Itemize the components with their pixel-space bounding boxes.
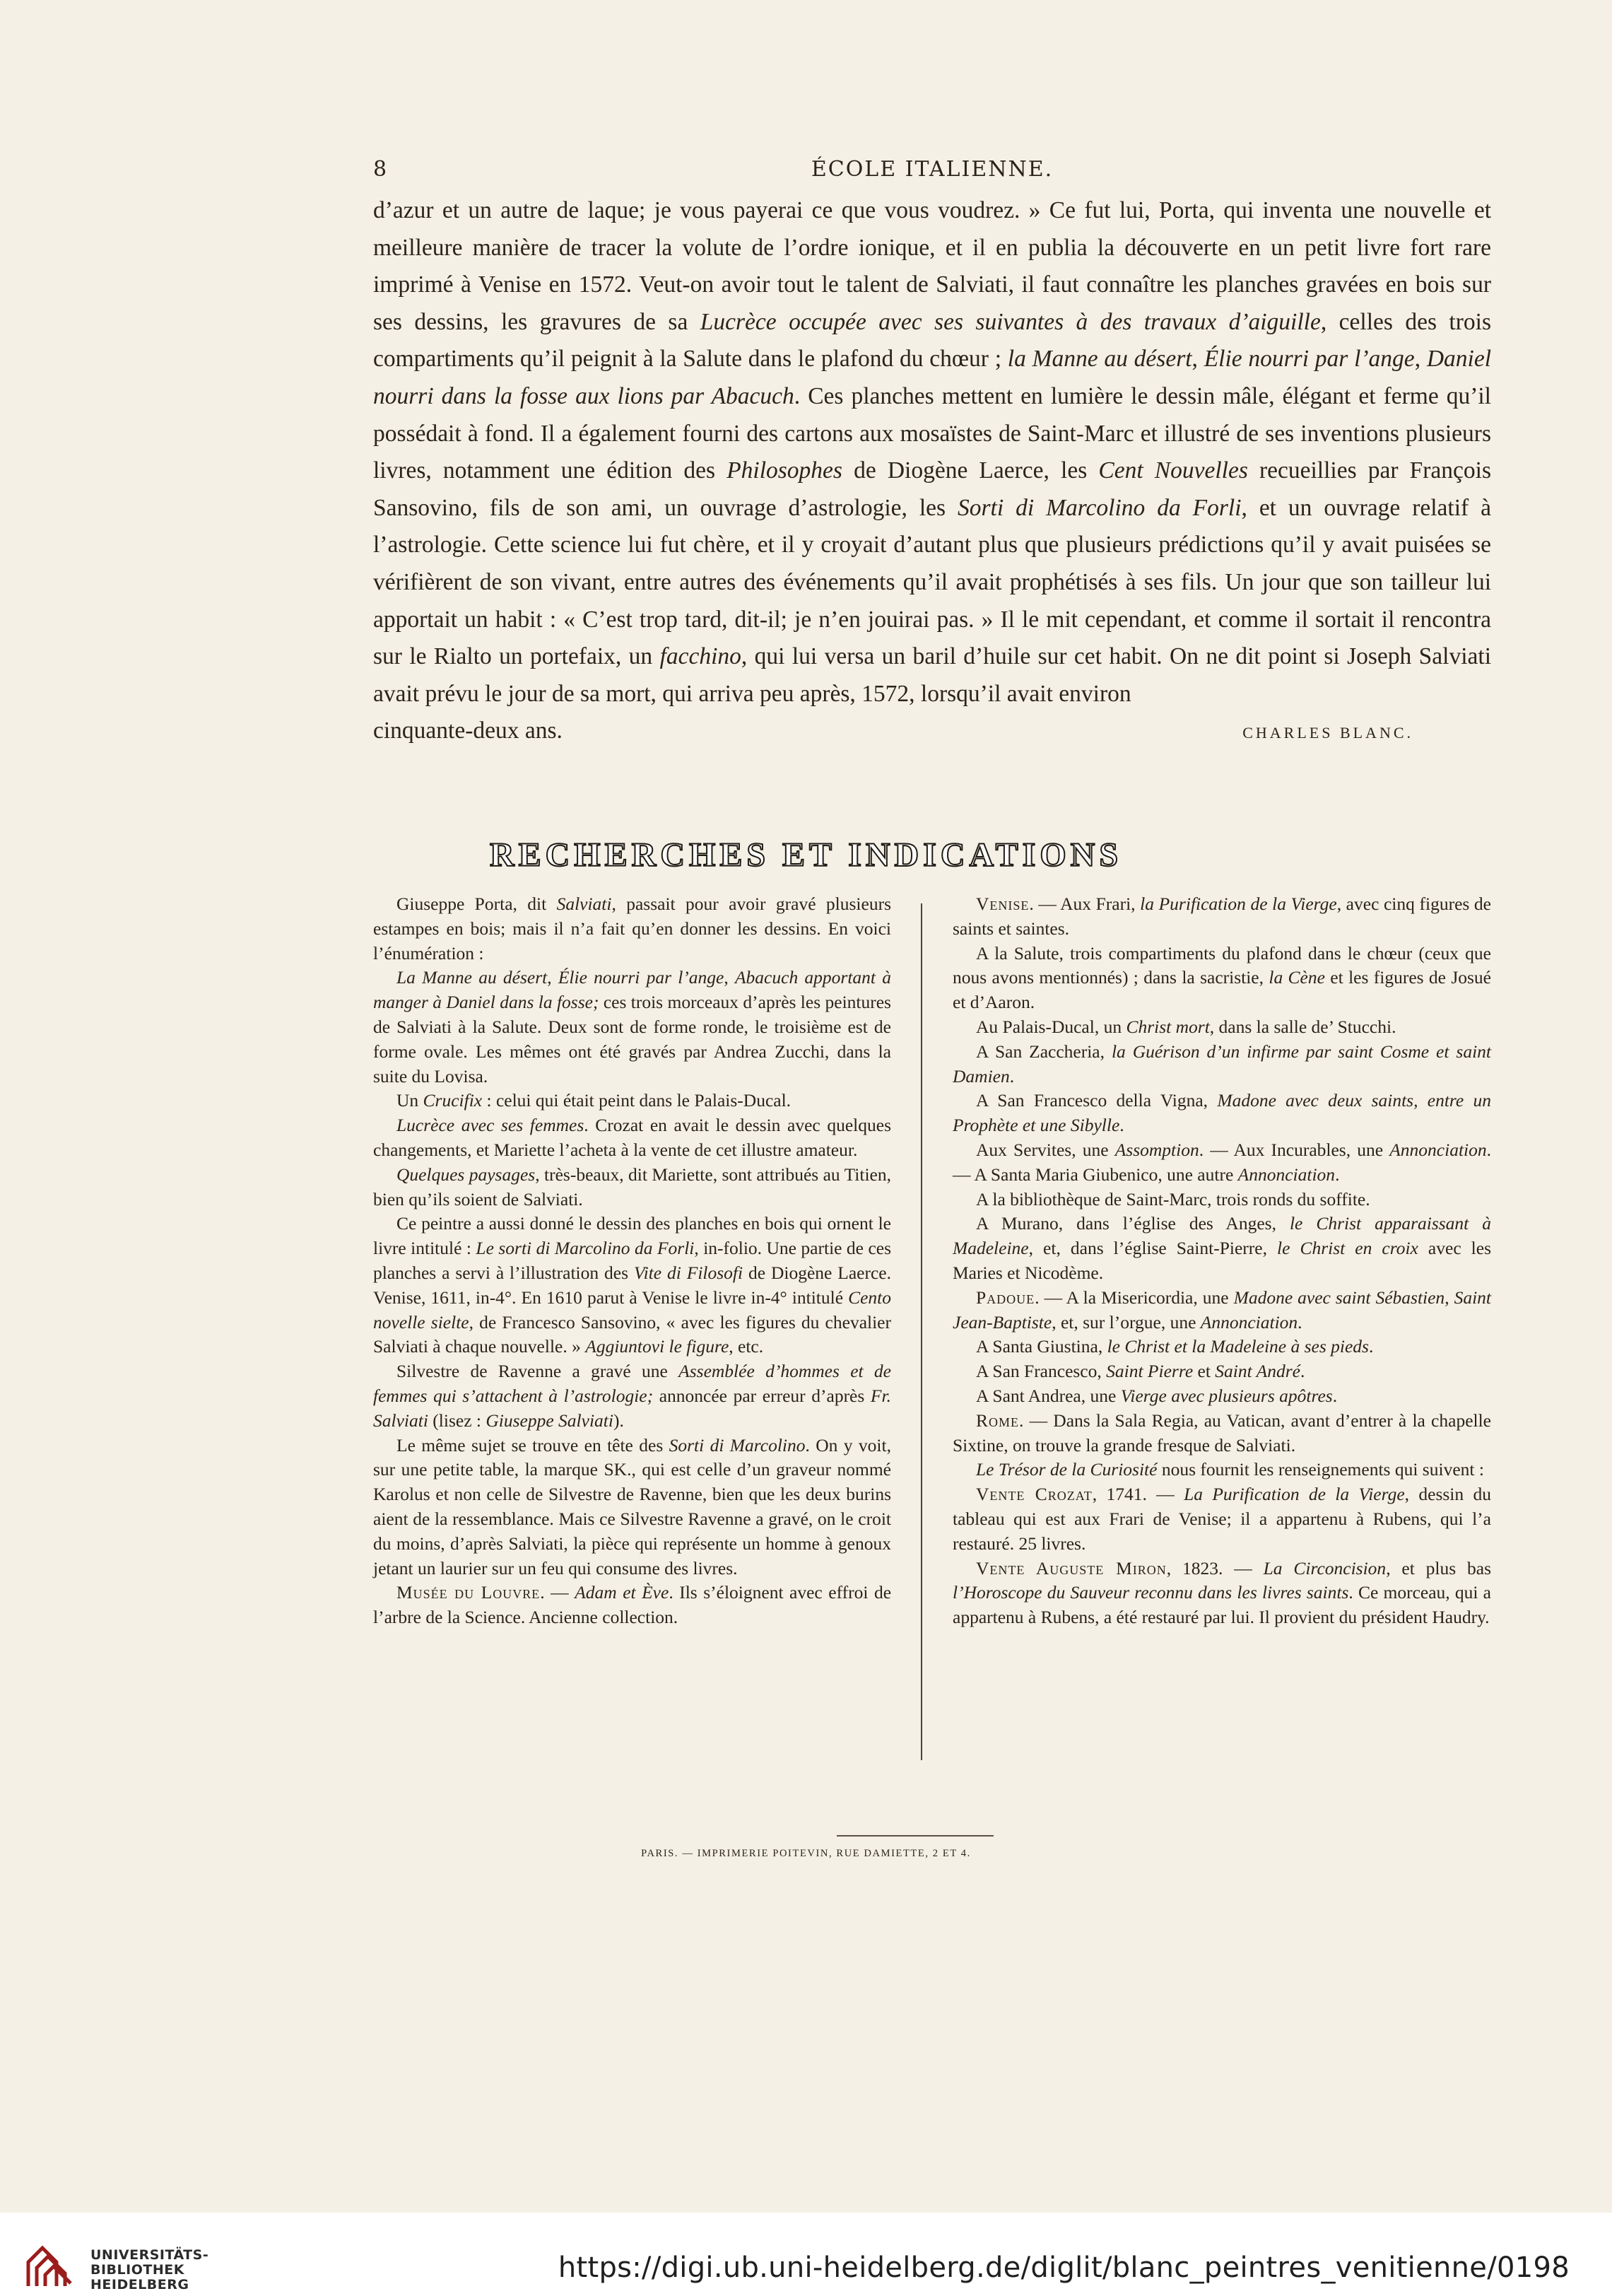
note-paragraph: Giuseppe Porta, dit Salviati, passait pour avoir gravé plusieurs estampes en bois; mais il n’a fait qu’en donner les dessins. En voici l’énumération : bbox=[373, 894, 891, 964]
note-paragraph: A Murano, dans l’église des Anges, le Christ apparaissant à Madeleine, et, dans l’église Saint-Pierre, le Christ en croix avec les Maries et Nicodème. bbox=[953, 1213, 1492, 1283]
permalink-url[interactable]: https://digi.ub.uni-heidelberg.de/diglit/blanc_peintres_venitienne/0198 bbox=[558, 2251, 1570, 2284]
main-last-line: cinquante-deux ans. bbox=[373, 718, 563, 744]
library-name-line: HEIDELBERG bbox=[90, 2277, 189, 2292]
note-paragraph: A la bibliothèque de Saint-Marc, trois ronds du soffite. bbox=[976, 1188, 1370, 1210]
page-header bbox=[373, 157, 1491, 192]
note-paragraph: Rome. — Dans la Sala Regia, au Vatican, avant d’entrer à la chapelle Sixtine, on trouve la grande fresque de Salviati. bbox=[953, 1410, 1491, 1456]
note-paragraph: Vente Crozat, 1741. — La Purification de la Vierge, dessin du tableau qui est aux Frari de Venise; il a appartenu à Rubens, qui l’a restauré. 25 livres. bbox=[953, 1484, 1491, 1554]
library-logo-icon bbox=[21, 2242, 78, 2292]
note-paragraph: Musée du Louvre. — Adam et Ève. Ils s’éloignent avec effroi de l’arbre de la Science. Ancienne collection. bbox=[373, 1582, 892, 1628]
note-paragraph: Ce peintre a aussi donné le dessin des planches en bois qui ornent le livre intitulé : Le sorti di Marcolino da Forli, in-folio. Une partie de ces planches a servi à l’illustration des Vite di Filosofi de Diogène Laerce. Venise, 1611, in-4°. En 1610 parut à Venise le livre in-4° intitulé Cento novelle sielte, de Francesco Sansovino, « avec les figures du chevalier Salviati à chaque nouvelle. » Aggiuntovi le figure, etc. bbox=[373, 1213, 892, 1357]
note-paragraph: Quelques paysages, très-beaux, dit Mariette, sont attribués au Titien, bien qu’ils soient de Salviati. bbox=[373, 1164, 892, 1210]
note-paragraph: La Manne au désert, Élie nourri par l’ange, Abacuch apportant à manger à Daniel dans la fosse; ces trois morceaux d’après les peintures de Salviati à la Salute. Deux sont de forme ronde, le troisième est de forme ovale. Les mêmes ont été gravés par Andrea Zucchi, dans la suite du Lovisa. bbox=[373, 967, 891, 1086]
author-signature: CHARLES BLANC. bbox=[1242, 724, 1413, 742]
notes-columns bbox=[373, 892, 1491, 1769]
note-paragraph: Padoue. — A la Misericordia, une Madone avec saint Sébastien, Saint Jean-Baptiste, et, sur l’orgue, une Annonciation. bbox=[953, 1287, 1491, 1332]
note-paragraph: A la Salute, trois compartiments du plafond dans le chœur (ceux que nous avons mentionnés) ; dans la sacristie, la Cène et les figures de Josué et d’Aaron. bbox=[953, 942, 1491, 1013]
left-column bbox=[373, 892, 891, 1630]
signature-line bbox=[373, 713, 1491, 752]
library-name-line: UNIVERSITÄTS- bbox=[90, 2247, 209, 2263]
main-text bbox=[373, 192, 1491, 752]
column-divider bbox=[921, 903, 922, 1760]
library-name bbox=[90, 2248, 208, 2292]
printer-imprint: PARIS. — IMPRIMERIE POITEVIN, RUE DAMIETTE, 2 ET 4. bbox=[641, 1848, 971, 1859]
section-title: RECHERCHES ET INDICATIONS bbox=[489, 836, 1123, 874]
note-paragraph: Le Trésor de la Curiosité nous fournit les renseignements qui suivent : bbox=[976, 1459, 1484, 1480]
note-paragraph: Venise. — Aux Frari, la Purification de la Vierge, avec cinq figures de saints et saintes. bbox=[953, 894, 1491, 939]
running-title: ÉCOLE ITALIENNE. bbox=[811, 157, 1054, 182]
note-paragraph: Silvestre de Ravenne a gravé une Assemblée d’hommes et de femmes qui s’attachent à l’astrologie; annoncée par erreur d’après Fr. Salviati (lisez : Giuseppe Salviati). bbox=[373, 1361, 891, 1431]
note-paragraph: Vente Auguste Miron, 1823. — La Circoncision, et plus bas l’Horoscope du Sauveur reconnu dans les livres saints. Ce morceau, qui a appartenu à Rubens, a été restauré par lui. Il provient du président Haudry. bbox=[953, 1557, 1492, 1628]
library-name-line: BIBLIOTHEK bbox=[90, 2262, 184, 2278]
page-number: 8 bbox=[373, 157, 389, 182]
footer-rule bbox=[837, 1835, 994, 1837]
note-paragraph: Lucrèce avec ses femmes. Crozat en avait le dessin avec quelques changements, et Mariette l’acheta à la vente de cet illustre amateur. bbox=[373, 1115, 891, 1160]
note-paragraph: Aux Servites, une Assomption. — Aux Incurables, une Annonciation. — A Santa Maria Giubenico, une autre Annonciation. bbox=[953, 1139, 1491, 1185]
note-paragraph: Un Crucifix : celui qui était peint dans le Palais-Ducal. bbox=[396, 1090, 792, 1111]
note-paragraph: A Sant Andrea, une Vierge avec plusieurs apôtres. bbox=[976, 1385, 1338, 1406]
note-paragraph: A San Francesco della Vigna, Madone avec deux saints, entre un Prophète et une Sibylle. bbox=[953, 1090, 1491, 1136]
note-paragraph: A San Zaccheria, la Guérison d’un infirme par saint Cosme et saint Damien. bbox=[953, 1041, 1491, 1086]
note-paragraph: Au Palais-Ducal, un Christ mort, dans la salle de’ Stucchi. bbox=[976, 1016, 1396, 1037]
right-column bbox=[953, 892, 1491, 1630]
note-paragraph: A Santa Giustina, le Christ et la Madeleine à ses pieds. bbox=[976, 1336, 1374, 1357]
main-paragraph: d’azur et un autre de laque; je vous payerai ce que vous voudrez. » Ce fut lui, Porta, qui inventa une nouvelle et meilleure manière de tracer la volute de l’ordre ionique, et il en publia la découverte en un petit livre fort rare imprimé à Venise en 1572. Veut-on avoir tout le talent de Salviati, il faut connaître les planches gravées en bois sur ses dessins, les gravures de sa Lucrèce occupée avec ses suivantes à des travaux d’aiguille, celles des trois compartiments qu’il peignit à la Salute dans le plafond du chœur ; la Manne au désert, Élie nourri par l’ange, Daniel nourri dans la fosse aux lions par Abacuch. Ces planches mettent en lumière le dessin mâle, élégant et ferme qu’il possédait à fond. Il a également fourni des cartons aux mosaïstes de Saint-Marc et illustré de ses inventions plusieurs livres, notamment une édition des Philosophes de Diogène Laerce, les Cent Nouvelles recueillies par François Sansovino, fils de son ami, un ouvrage d’astrologie, les Sorti di Marcolino da Forli, et un ouvrage relatif à l’astrologie. Cette science lui fut chère, et il y croyait d’autant plus que plusieurs prédictions qu’il y avait puisées se vérifièrent de son vivant, entre autres des événements qu’il avait prophétisés à ses fils. Un jour que son tailleur lui apportait un habit : « C’est trop tard, dit-il; je n’en jouirai pas. » Il le mit cependant, et comme il sortait il rencontra sur le Rialto un portefaix, un facchino, qui lui versa un baril d’huile sur cet habit. On ne dit point si Joseph Salviati avait prévu le jour de sa mort, qui arriva peu après, 1572, lorsqu’il avait environ bbox=[373, 197, 1492, 707]
note-paragraph: A San Francesco, Saint Pierre et Saint André. bbox=[976, 1361, 1305, 1382]
note-paragraph: Le même sujet se trouve en tête des Sorti di Marcolino. On y voit, sur une petite table, la marque SK., qui est celle d’un graveur nommé Karolus et non celle de Silvestre de Ravenne, bien que les deux burins aient de la ressemblance. Mais ce Silvestre Ravenne a gravé, on le croit du moins, d’après Salviati, la pièce qui représente un homme à genoux jetant un laurier sur un feu qui consume des livres. bbox=[373, 1434, 891, 1578]
